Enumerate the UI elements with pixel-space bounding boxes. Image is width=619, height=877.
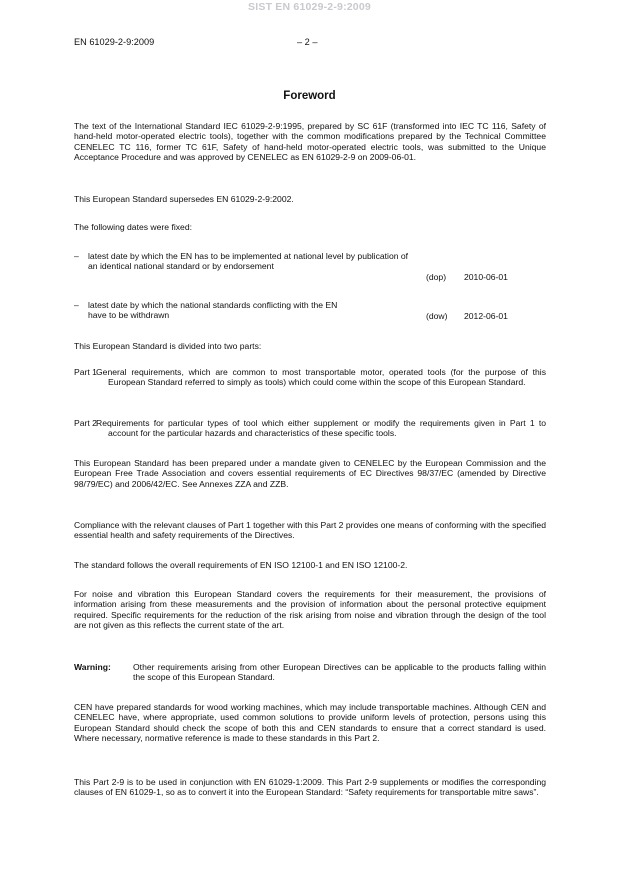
- noise-paragraph: For noise and vibration this European Standard covers the requirements for their measurement, the provisions of information arising from these measurements and the provision of information about the personal protective equipment required. Specific requirements for the reduction of the risk arising from noise and vibration through the design of the tool are not given as this reflects the current state of the art.: [74, 589, 546, 631]
- header-doc-id: EN 61029-2-9:2009: [74, 37, 155, 47]
- dates-intro: The following dates were fixed:: [74, 222, 192, 232]
- watermark: SIST EN 61029-2-9:2009: [248, 1, 371, 13]
- compliance-paragraph: Compliance with the relevant clauses of Part 1 together with this Part 2 provides one means of conforming with the specified essential health and safety requirements of the Directives.: [74, 520, 546, 541]
- dates-item-text: latest date by which the national standards conflicting with the EN have to be withdrawn: [88, 300, 338, 321]
- warning-text: Other requirements arising from other European Directives can be applicable to the products falling within the scope of this European Standard.: [133, 662, 546, 683]
- part-label: Part 2: [74, 418, 97, 428]
- intro-paragraph: The text of the International Standard IEC 61029-2-9:1995, prepared by SC 61F (transformed into IEC TC 116, Safety of hand-held motor-operated electric tools), together with the common modifications prepared by the Technical Committee CENELEC TC 116, former TC 61F, Safety of hand-held motor-operated electric tools, was submitted to the Unique Acceptance Procedure and was approved by CENELEC as EN 61029-2-9 on 2009-06-01.: [74, 121, 546, 163]
- dates-item-code: (dow): [426, 311, 448, 321]
- part-text: Requirements for particular types of tool which either supplement or modify the requirements given in Part 1 to account for the particular hazards and characteristics of these specific tools.: [96, 418, 546, 439]
- dates-item-dash: –: [74, 251, 79, 261]
- page-title: Foreword: [283, 90, 336, 102]
- supersedes-paragraph: This European Standard supersedes EN 61029-2-9:2002.: [74, 194, 294, 204]
- usage-paragraph: This Part 2-9 is to be used in conjunction with EN 61029-1:2009. This Part 2-9 supplements or modifies the corresponding clauses of EN 61029-1, so as to convert it into the European Standard: “Safety requirements for transportable mitre saws”.: [74, 777, 546, 798]
- parts-intro: This European Standard is divided into two parts:: [74, 341, 262, 351]
- part-label: Part 1: [74, 367, 97, 377]
- page-number: – 2 –: [297, 37, 318, 47]
- dates-item-code: (dop): [426, 272, 447, 282]
- part-text: General requirements, which are common to most transportable motor, operated tools (for the purpose of this European Standard referred to simply as tools) which could come within the scope of this European Standard.: [96, 367, 546, 388]
- dates-item-text: latest date by which the EN has to be implemented at national level by publication of an identical national standard or by endorsement: [88, 251, 409, 272]
- dates-item-date: 2012-06-01: [464, 311, 508, 321]
- mandate-paragraph: This European Standard has been prepared under a mandate given to CENELEC by the European Commission and the European Free Trade Association and covers essential requirements of EC Directives 98/37/EC (amended by Directive 98/79/EC) and 2006/42/EC. See Annexes ZZA and ZZB.: [74, 458, 546, 489]
- cen-paragraph: CEN have prepared standards for wood working machines, which may include transportable machines. Although CEN and CENELEC have, where appropriate, used common solutions to provide uniform levels of protection, persons using this European Standard should check the scope of both this and CEN standards to ensure that a correct standard is used. Where necessary, normative reference is made to these standards in this Part 2.: [74, 702, 546, 744]
- dates-item-dash: –: [74, 300, 79, 310]
- warning-label: Warning:: [74, 662, 111, 672]
- iso-paragraph: The standard follows the overall requirements of EN ISO 12100-1 and EN ISO 12100-2.: [74, 560, 408, 570]
- dates-item-date: 2010-06-01: [464, 272, 508, 282]
